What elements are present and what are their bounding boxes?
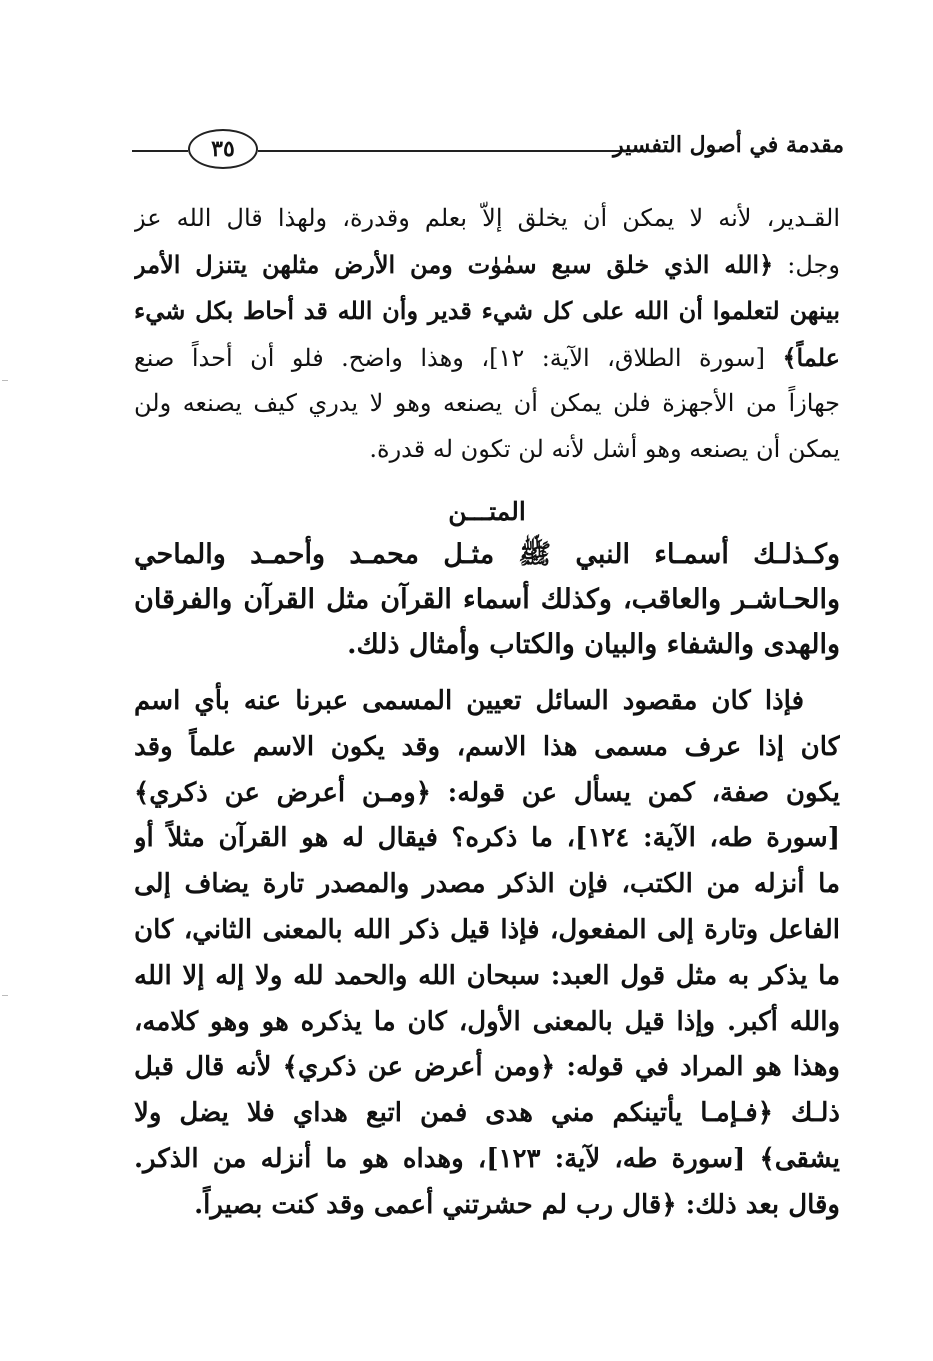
section-heading: المتـــن <box>448 497 526 526</box>
commentary-paragraph <box>134 196 840 472</box>
text-line: الفاعل وتارة إلى المفعول، فإذا قيل ذكر الله بالمعنى الثاني، كان <box>134 914 840 945</box>
page-number-text: ٣٥ <box>211 136 235 162</box>
text-line <box>134 335 840 382</box>
page-body <box>134 196 840 1229</box>
matn-line: والهدى والشفاء والبيان والكتاب وأمثال ذلك. <box>347 629 840 660</box>
quran-quote: علماً﴾ <box>782 342 840 372</box>
text-run: وجل: <box>773 250 840 279</box>
quran-quote: ﴿الله الذي خلق سبع سمٰوٰت ومن الأرض مثلهن يتنزل الأمر <box>134 249 774 279</box>
matn-paragraph <box>134 532 840 667</box>
text-line: يكون صفة، كمن يسأل عن قوله: ﴿ومـن أعرض عن ذكري﴾ <box>134 777 840 808</box>
text-run: يمكن أن يصنعه وهو أشل لأنه لن تكون له قدرة. <box>369 434 840 463</box>
text-line <box>134 427 840 473</box>
matn-line: وكـذلـك أسمـاء النبي ﷺ مثـل محمـد وأحمـد والماحي <box>134 539 840 570</box>
running-header <box>132 126 844 174</box>
text-line: وقال بعد ذلك: ﴿قال رب لم حشرتني أعمى وقد كنت بصيراً. <box>194 1189 840 1220</box>
text-run: القـدير، لأنه لا يمكن أن يخلق إلاّ بعلم وقدرة، ولهذا قال الله عز <box>134 204 840 232</box>
text-line <box>134 242 840 289</box>
text-line: والله أكبر. وإذا قيل بالمعنى الأول، كان ما يذكره هو وهو كلامه، <box>134 1006 840 1037</box>
header-rule-left <box>132 150 188 152</box>
quran-quote: بينهن لتعلموا أن الله على كل شيء قدير وأن الله قد أحاط بكل شيء <box>134 296 840 325</box>
text-run: جهازاً من الأجهزة فلن يمكن أن يصنعه وهو لا يدري كيف يصنعه ولن <box>134 389 840 417</box>
text-line: ما يذكر به مثل قول العبد: سبحان الله والحمد لله ولا إله إلا الله <box>134 960 840 991</box>
text-line: كان إذا عرف مسمى هذا الاسم، وقد يكون الاسم علماً وقد <box>134 731 840 762</box>
page-number <box>188 129 258 169</box>
text-line <box>134 381 840 427</box>
text-line <box>134 196 840 242</box>
scan-margin-mark <box>2 380 8 381</box>
scan-margin-mark <box>2 995 8 996</box>
text-line <box>134 288 840 335</box>
text-line: وهذا هو المراد في قوله: ﴿ومن أعرض عن ذكري﴾ لأنه قال قبل <box>134 1052 840 1083</box>
matn-line: والحـاشـر والعاقب، وكذلك أسماء القرآن مثل القرآن والفرقان <box>134 584 840 615</box>
explanation-paragraph <box>134 679 840 1229</box>
text-run: [سورة الطلاق، الآية: ١٢]، وهذا واضح. فلو أن أحداً صنع <box>134 343 783 372</box>
text-line: [سورة طه، الآية: ١٢٤]، ما ذكره؟ فيقال له هو القرآن مثلاً أو <box>134 823 840 854</box>
text-line: ذلـك ﴿فـإمـا يأتينكم مني هدى فمن اتبع هداي فلا يضل ولا <box>134 1098 840 1129</box>
running-title: مقدمة في أصول التفسير <box>613 132 844 158</box>
text-line: يشقى﴾ [سورة طه، لآية: ١٢٣]، وهداه هو ما أنزله من الذكر. <box>134 1143 840 1174</box>
text-line: ما أنزله من الكتب، فإن الذكر مصدر والمصدر تارة يضاف إلى <box>134 869 840 900</box>
header-rule-right <box>258 150 644 152</box>
text-line: فإذا كان مقصود السائل تعيين المسمى عبرنا عنه بأي اسم <box>134 686 804 716</box>
